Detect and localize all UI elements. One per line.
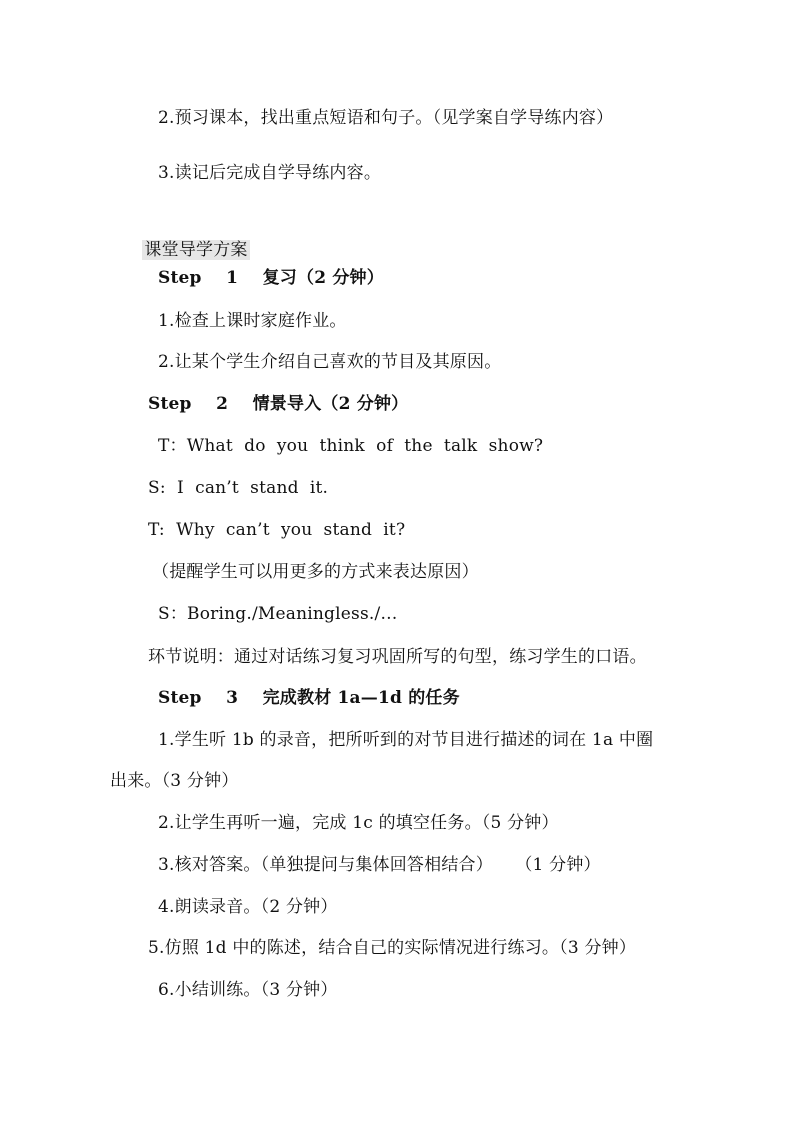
dialogue-note: （提醒学生可以用更多的方式来表达原因）	[152, 562, 479, 582]
dialogue-line-3: T: Why can’t you stand it?	[148, 520, 406, 540]
step-3-item-5: 5.仿照 1d 中的陈述，结合自己的实际情况进行练习。（3 分钟）	[148, 938, 637, 958]
step-3-item-4: 4.朗读录音。（2 分钟）	[158, 897, 338, 917]
step-3-item-3: 3.核对答案。（单独提问与集体回答相结合） （1 分钟）	[158, 855, 601, 875]
section-heading-text: 课堂导学方案	[144, 240, 248, 260]
step-1-item-2: 2.让某个学生介绍自己喜欢的节目及其原因。	[158, 352, 502, 372]
step-3-item-1: 1.学生听 1b 的录音，把所听到的对节目进行描述的词在 1a 中圈	[158, 730, 654, 750]
segment-explanation: 环节说明：通过对话练习复习巩固所写的句型，练习学生的口语。	[148, 647, 647, 667]
step-3-item-2: 2.让学生再听一遍，完成 1c 的填空任务。（5 分钟）	[158, 813, 559, 833]
step-3-heading: Step 3 完成教材 1a—1d 的任务	[158, 688, 460, 708]
step-1-heading: Step 1 复习（2 分钟）	[158, 268, 384, 288]
step-3-item-1-cont: 出来。（3 分钟）	[110, 771, 239, 791]
step-3-item-6: 6.小结训练。（3 分钟）	[158, 980, 338, 1000]
step-1-item-1: 1.检查上课时家庭作业。	[158, 311, 347, 331]
step-2-heading: Step 2 情景导入（2 分钟）	[148, 394, 409, 414]
dialogue-line-2: S: I can’t stand it.	[148, 478, 329, 498]
prep-item-3: 3.读记后完成自学导练内容。	[158, 163, 382, 183]
dialogue-line-4: S：Boring./Meaningless./…	[158, 604, 398, 624]
prep-item-2: 2.预习课本，找出重点短语和句子。（见学案自学导练内容）	[158, 108, 614, 128]
dialogue-line-1: T：What do you think of the talk show?	[158, 436, 544, 456]
